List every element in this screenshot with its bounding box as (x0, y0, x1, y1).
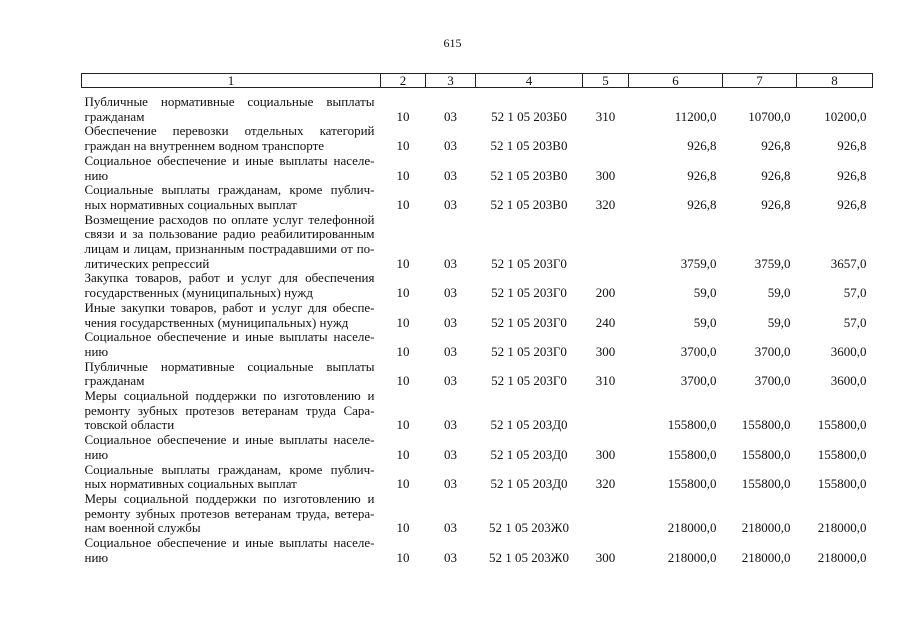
cell-amount-3: 926,8 (837, 138, 867, 154)
cell-amount-2: 59,0 (767, 285, 791, 301)
cell-section: 10 (396, 255, 410, 271)
table-row (82, 154, 873, 183)
cell-target-code: 52 1 05 203Ж0 (489, 520, 569, 536)
cell-amount-2: 155800,0 (741, 476, 791, 492)
header-col-1: 1 (82, 74, 381, 88)
cell-amount-3: 155800,0 (817, 476, 867, 492)
cell-expense-type: 200 (595, 285, 616, 301)
cell-amount-2: 218000,0 (741, 549, 791, 565)
cell-amount-1: 59,0 (693, 285, 717, 301)
table-row (82, 536, 873, 565)
cell-section: 10 (396, 138, 410, 154)
cell-target-code: 52 1 05 203Д0 (490, 476, 568, 492)
cell-amount-3: 3600,0 (830, 343, 867, 359)
cell-description: Социальное обеспечение и иные выплаты населе-нию (84, 152, 375, 183)
cell-section: 10 (396, 285, 410, 301)
cell-subsection: 03 (444, 417, 457, 433)
cell-target-code: 52 1 05 203В0 (490, 167, 568, 183)
cell-subsection: 03 (444, 255, 457, 271)
cell-target-code: 52 1 05 203В0 (490, 138, 568, 154)
cell-subsection: 03 (444, 285, 457, 301)
table-row (82, 124, 873, 153)
table-row (82, 88, 873, 125)
cell-expense-type: 300 (595, 343, 616, 359)
cell-subsection: 03 (444, 343, 457, 359)
cell-amount-2: 155800,0 (741, 446, 791, 462)
cell-section: 10 (396, 373, 410, 389)
cell-amount-3: 57,0 (843, 285, 867, 301)
table-row (82, 360, 873, 389)
cell-amount-3: 218000,0 (817, 520, 867, 536)
cell-amount-3: 155800,0 (817, 417, 867, 433)
header-col-4: 4 (476, 74, 583, 88)
cell-subsection: 03 (444, 549, 457, 565)
cell-target-code: 52 1 05 203Б0 (491, 108, 567, 124)
cell-expense-type: 320 (595, 476, 616, 492)
header-col-8: 8 (797, 74, 873, 88)
cell-target-code: 52 1 05 203Д0 (490, 446, 568, 462)
cell-amount-2: 926,8 (761, 167, 791, 183)
cell-target-code: 52 1 05 203В0 (490, 196, 568, 212)
page-number: 615 (443, 36, 462, 50)
cell-description: Социальные выплаты гражданам, кроме публич-ных нормативных социальных выплат (84, 182, 375, 212)
cell-section: 10 (396, 476, 410, 492)
header-col-6: 6 (629, 74, 723, 88)
cell-description: Публичные нормативные социальные выплаты гражданам (84, 94, 375, 124)
header-col-7: 7 (723, 74, 797, 88)
cell-target-code: 52 1 05 203Г0 (491, 373, 567, 389)
cell-section: 10 (396, 446, 410, 462)
cell-description: Меры социальной поддержки по изготовлению и ремонту зубных протезов ветеранам труда Сара-товской области (84, 388, 375, 433)
cell-amount-2: 3759,0 (754, 255, 791, 271)
cell-section: 10 (396, 549, 410, 565)
cell-amount-2: 926,8 (761, 138, 791, 154)
header-col-2: 2 (381, 74, 426, 88)
cell-subsection: 03 (444, 476, 457, 492)
cell-subsection: 03 (444, 167, 457, 183)
cell-amount-3: 926,8 (837, 196, 867, 212)
cell-description: Иные закупки товаров, работ и услуг для обеспе-чения государственных (муниципальных) нужд (84, 299, 375, 330)
cell-target-code: 52 1 05 203Г0 (491, 285, 567, 301)
cell-amount-1: 218000,0 (667, 520, 717, 536)
cell-amount-3: 3600,0 (830, 373, 867, 389)
cell-section: 10 (396, 314, 410, 330)
cell-amount-3: 926,8 (837, 167, 867, 183)
cell-section: 10 (396, 196, 410, 212)
cell-expense-type (583, 213, 629, 272)
cell-section: 10 (396, 520, 410, 536)
cell-amount-2: 3700,0 (754, 343, 791, 359)
table-row (82, 301, 873, 330)
cell-amount-1: 3759,0 (680, 255, 717, 271)
header-row (82, 74, 873, 88)
cell-description: Социальное обеспечение и иные выплаты населе-нию (84, 535, 375, 565)
cell-expense-type (583, 492, 629, 536)
cell-amount-1: 926,8 (687, 138, 717, 154)
cell-description: Закупка товаров, работ и услуг для обеспечения государственных (муниципальных) нужд (84, 270, 375, 301)
cell-expense-type: 320 (595, 196, 616, 212)
cell-amount-1: 3700,0 (680, 373, 717, 389)
cell-amount-3: 155800,0 (817, 446, 867, 462)
cell-description: Социальное обеспечение и иные выплаты населе-нию (84, 329, 375, 359)
cell-amount-1: 155800,0 (667, 476, 717, 492)
cell-expense-type: 240 (595, 314, 616, 330)
cell-description: Обеспечение перевозки отдельных категорий граждан на внутреннем водном транспорте (84, 123, 375, 154)
table-row (82, 389, 873, 433)
cell-subsection: 03 (444, 108, 457, 124)
cell-amount-1: 218000,0 (667, 549, 717, 565)
cell-description: Возмещение расходов по оплате услуг телефонной связи и за пользование радио реабилитированным лицам и лицам, признанным пострадавшими от по-литических репрессий (84, 211, 375, 271)
cell-expense-type (583, 389, 629, 433)
cell-amount-1: 155800,0 (667, 446, 717, 462)
cell-amount-3: 57,0 (843, 314, 867, 330)
cell-expense-type (583, 124, 629, 153)
cell-description: Социальное обеспечение и иные выплаты населе-нию (84, 432, 375, 462)
cell-subsection: 03 (444, 446, 457, 462)
cell-amount-1: 155800,0 (667, 417, 717, 433)
cell-expense-type: 310 (595, 373, 616, 389)
cell-target-code: 52 1 05 203Г0 (491, 314, 567, 330)
cell-subsection: 03 (444, 196, 457, 212)
cell-subsection: 03 (444, 138, 457, 154)
cell-section: 10 (396, 167, 410, 183)
cell-subsection: 03 (444, 520, 457, 536)
cell-amount-2: 3700,0 (754, 373, 791, 389)
table-row (82, 271, 873, 300)
cell-target-code: 52 1 05 203Г0 (491, 255, 567, 271)
cell-description: Социальные выплаты гражданам, кроме публич-ных нормативных социальных выплат (84, 461, 375, 492)
cell-target-code: 52 1 05 203Г0 (491, 343, 567, 359)
table-row (82, 463, 873, 492)
cell-target-code: 52 1 05 203Д0 (490, 417, 568, 433)
cell-expense-type: 300 (595, 167, 616, 183)
cell-expense-type: 300 (595, 446, 616, 462)
cell-subsection: 03 (444, 373, 457, 389)
cell-expense-type: 300 (595, 549, 616, 565)
cell-amount-3: 218000,0 (817, 549, 867, 565)
cell-section: 10 (396, 343, 410, 359)
cell-amount-2: 59,0 (767, 314, 791, 330)
table-row (82, 492, 873, 536)
cell-expense-type: 310 (595, 108, 616, 124)
cell-amount-1: 926,8 (687, 196, 717, 212)
cell-amount-1: 11200,0 (674, 108, 717, 124)
cell-description: Меры социальной поддержки по изготовлению и ремонту зубных протезов ветеранам труда, ветера-нам военной службы (84, 490, 375, 536)
table-row (82, 213, 873, 272)
cell-section: 10 (396, 417, 410, 433)
cell-amount-1: 59,0 (693, 314, 717, 330)
table-row (82, 433, 873, 462)
cell-amount-3: 10200,0 (824, 108, 867, 124)
cell-amount-2: 926,8 (761, 196, 791, 212)
budget-table (81, 73, 873, 566)
cell-amount-2: 218000,0 (741, 520, 791, 536)
header-col-5: 5 (583, 74, 629, 88)
cell-amount-1: 3700,0 (680, 343, 717, 359)
cell-amount-2: 10700,0 (748, 108, 791, 124)
table-row (82, 183, 873, 212)
header-col-3: 3 (426, 74, 476, 88)
cell-subsection: 03 (444, 314, 457, 330)
cell-amount-1: 926,8 (687, 167, 717, 183)
table-row (82, 330, 873, 359)
cell-amount-3: 3657,0 (830, 255, 867, 271)
cell-description: Публичные нормативные социальные выплаты гражданам (84, 358, 375, 389)
cell-amount-2: 155800,0 (741, 417, 791, 433)
cell-section: 10 (396, 108, 410, 124)
cell-target-code: 52 1 05 203Ж0 (489, 549, 569, 565)
